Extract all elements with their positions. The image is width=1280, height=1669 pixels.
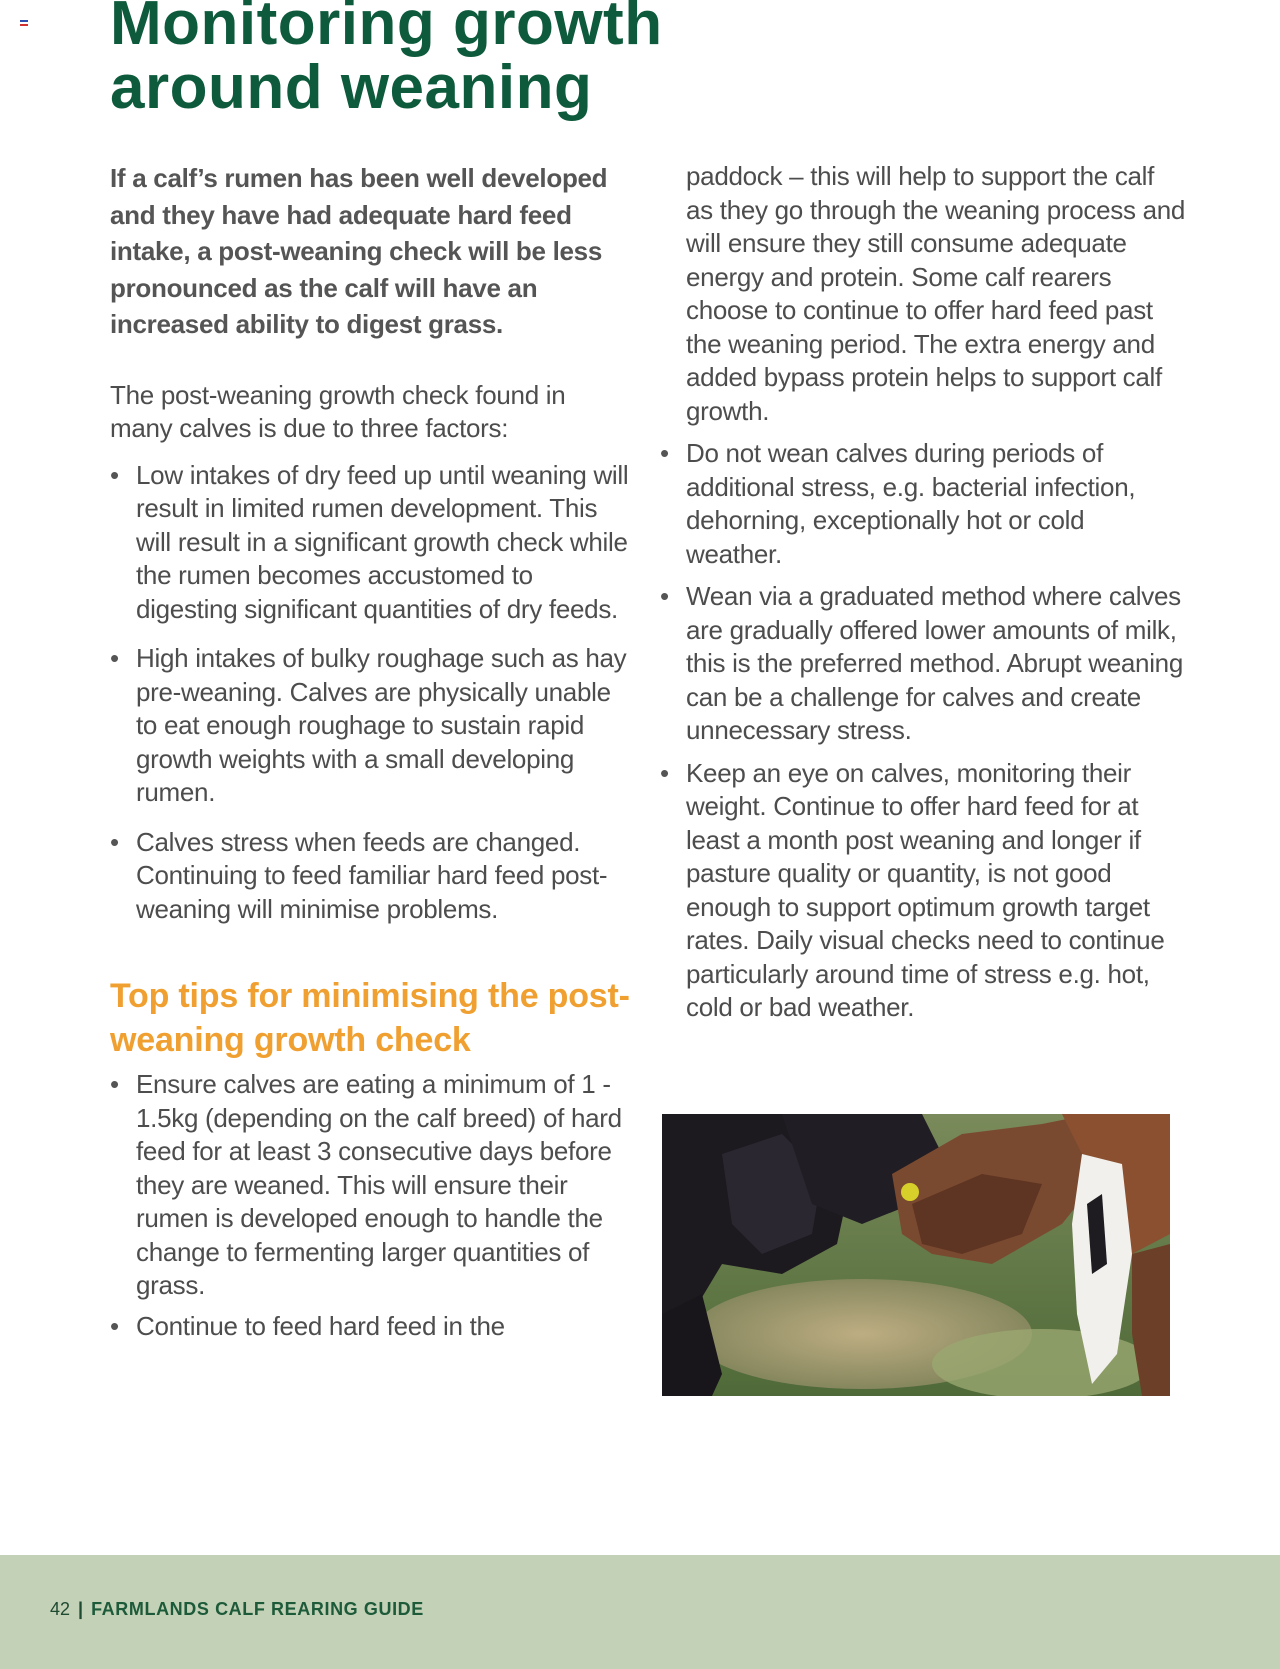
list-item-text: Wean via a graduated method where calves are gradually offered lower amounts of milk, this is the preferred method. Abrupt weaning can be a challenge for calves and create unnecessary stress. — [686, 581, 1183, 745]
list-item-text: Keep an eye on calves, monitoring their weight. Continue to offer hard feed for at least a month post weaning and longer if pasture quality or quantity, is not good enough to support optimum growth target rates. Daily visual checks need to continue particularly around time of stress e.g. hot, cold or bad weather. — [686, 757, 1165, 1022]
tips-list-left — [110, 1068, 630, 1343]
bullet-icon: • — [110, 643, 119, 673]
calves-feeding-photo — [662, 1114, 1170, 1396]
footer-separator: | — [78, 1599, 84, 1619]
guide-title: FARMLANDS CALF REARING GUIDE — [91, 1599, 424, 1619]
calves-photo-illustration — [662, 1114, 1170, 1396]
list-item — [110, 826, 630, 927]
bullet-icon: • — [110, 459, 119, 490]
list-item-text: Do not wean calves during periods of additional stress, e.g. bacterial infection, dehorning, exceptionally hot or cold weather. — [686, 438, 1136, 569]
bullet-icon: • — [660, 438, 669, 468]
list-item-text: Ensure calves are eating a minimum of 1 - 1.5kg (depending on the calf breed) of hard feed for at least 3 consecutive days before they are weaned. This will ensure their rumen is developed enough to handle the change to fermenting larger quantities of grass. — [136, 1069, 622, 1300]
list-item — [110, 1310, 630, 1344]
bullet-icon: • — [110, 1069, 119, 1099]
list-item-text: Calves stress when feeds are changed. Continuing to feed familiar hard feed post-weaning will minimise problems. — [136, 826, 608, 924]
list-item — [110, 459, 630, 627]
list-item-text: Low intakes of dry feed up until weaning will result in limited rumen development. This will result in a significant growth check while the rumen becomes accustomed to digesting significant quantities of dry feeds. — [136, 459, 629, 624]
list-item — [110, 1068, 630, 1303]
list-item — [660, 580, 1186, 748]
list-item — [660, 757, 1186, 1025]
factors-lead: The post-weaning growth check found in many calves is due to three factors: — [110, 379, 566, 443]
bullet-icon: • — [660, 757, 669, 788]
bullet-icon: • — [660, 581, 669, 611]
intro-paragraph: If a calf’s rumen has been well developed and they have had adequate hard feed intake, a post-weaning check will be less pronounced as the calf will have an increased ability to digest grass. — [110, 163, 608, 339]
left-column — [110, 160, 630, 1343]
bullet-icon: • — [110, 826, 119, 857]
flag-icon — [20, 20, 28, 26]
factors-list — [110, 459, 630, 927]
list-item-text: High intakes of bulky roughage such as hay pre-weaning. Calves are physically unable to eat enough roughage to sustain rapid growth weights with a small developing rumen. — [136, 643, 627, 807]
right-column — [660, 160, 1186, 1025]
tips-continuation: paddock – this will help to support the calf as they go through the weaning process and will ensure they still consume adequate energy and protein. Some calf rearers choose to continue to offer hard feed past the weaning period. The extra energy and added bypass protein helps to support calf growth. — [686, 161, 1186, 426]
list-item — [110, 642, 630, 810]
tips-heading: Top tips for minimising the post-weaning growth check — [110, 977, 630, 1059]
page-title — [110, 0, 810, 120]
tips-list-right — [660, 437, 1186, 1025]
footer — [0, 1555, 1280, 1669]
bullet-icon: • — [110, 1310, 119, 1341]
list-item — [660, 437, 1186, 571]
title-line-1: Monitoring growth — [110, 0, 663, 58]
list-item-text: Continue to feed hard feed in the — [136, 1310, 505, 1341]
title-line-2: around weaning — [110, 53, 593, 122]
page-number: 42 — [50, 1599, 71, 1619]
footer-label — [50, 1599, 424, 1620]
